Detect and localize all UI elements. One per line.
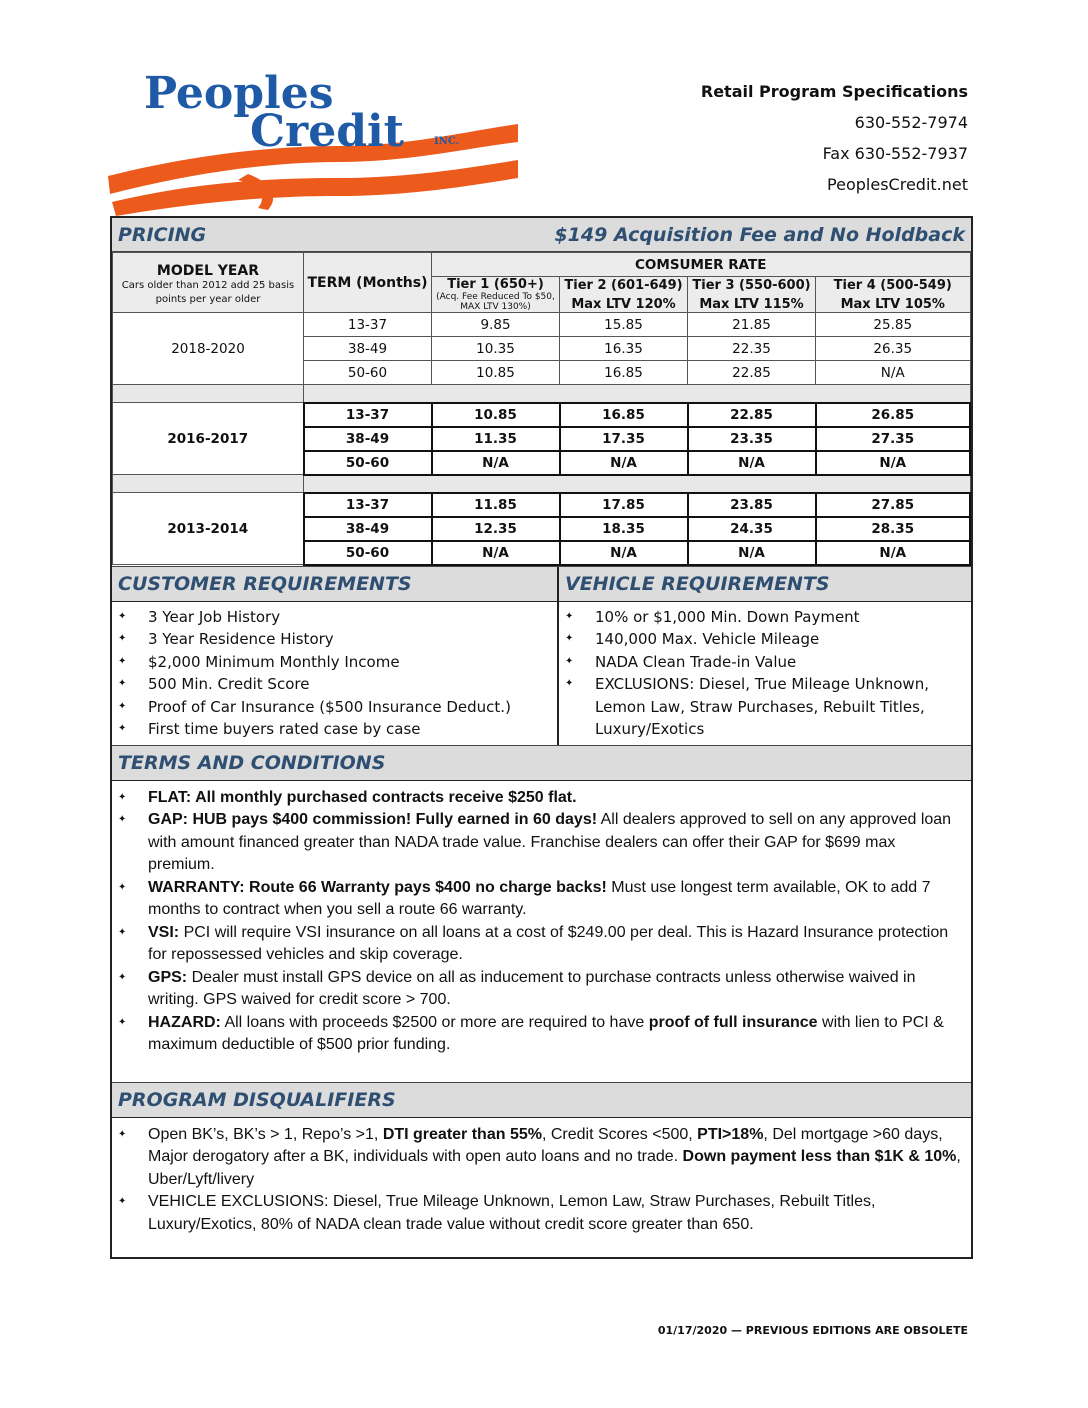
- rate-cell: 17.85: [560, 493, 688, 517]
- bullet-icon: ✦: [118, 1196, 127, 1207]
- bullet-icon: ✦: [565, 678, 574, 689]
- spacer-row: [113, 385, 971, 403]
- contact-block: [701, 76, 968, 200]
- rate-cell: N/A: [816, 361, 971, 385]
- customer-requirements-list: [112, 601, 557, 745]
- list-item: ✦ 500 Min. Credit Score: [118, 673, 551, 696]
- term-cell: 38-49: [304, 427, 432, 451]
- rate-cell: 25.85: [816, 313, 971, 337]
- logo-line1: Peoples: [144, 68, 334, 119]
- list-item: ✦ VSI: PCI will require VSI insurance on all loans at a cost of $249.00 per deal. This is Hazard Insurance protection for repossessed vehicles and skip coverage.: [118, 923, 949, 963]
- rate-cell: 21.85: [688, 313, 816, 337]
- term-cell: 50-60: [304, 541, 432, 565]
- list-item: ✦ FLAT: All monthly purchased contracts receive $250 flat.: [118, 787, 965, 810]
- term-cell: 38-49: [304, 337, 432, 361]
- phone-number: 630-552-7974: [854, 113, 968, 132]
- rate-cell: 28.35: [816, 517, 971, 541]
- rate-cell: 17.35: [560, 427, 688, 451]
- bullet-icon: ✦: [118, 926, 127, 938]
- term-cell: 50-60: [304, 451, 432, 475]
- term-cell: 13-37: [304, 313, 432, 337]
- fax-number: Fax 630-552-7937: [822, 144, 968, 163]
- list-item: ✦ 3 Year Job History: [118, 606, 551, 629]
- list-item: ✦ VEHICLE EXCLUSIONS: Diesel, True Mileage Unknown, Lemon Law, Straw Purchases, Rebuilt Titles, Luxury/Exotics, 80% of NADA clean trade value without credit score greater than 650.: [118, 1193, 876, 1233]
- rate-cell: N/A: [688, 541, 816, 565]
- term-cell: 38-49: [304, 517, 432, 541]
- requirements-section: [112, 566, 971, 745]
- pricing-subtitle: $149 Acquisition Fee and No Holdback: [554, 223, 965, 246]
- term-cell: 13-37: [304, 493, 432, 517]
- rate-cell: 27.85: [816, 493, 971, 517]
- logo-line2: Credit: [250, 106, 404, 157]
- list-item: ✦ GAP: HUB pays $400 commission! Fully earned in 60 days! All dealers approved to sell on any approved loan with amount financed greater than NADA trade value. Franchise dealers can offer their GAP for $699 max premium.: [118, 811, 952, 873]
- list-item: ✦ GPS: Dealer must install GPS device on all as inducement to purchase contracts unless otherwise waived in writing. GPS waived for credit score > 700.: [118, 968, 916, 1008]
- table-row: [113, 403, 971, 427]
- bullet-icon: ✦: [118, 655, 127, 667]
- rate-cell: N/A: [688, 451, 816, 475]
- consumer-rate-header: COMSUMER RATE: [432, 253, 971, 277]
- rate-cell: N/A: [816, 451, 971, 475]
- rate-cell: N/A: [816, 541, 971, 565]
- edition-footer: 01/17/2020 — PREVIOUS EDITIONS ARE OBSOLETE: [657, 1324, 968, 1337]
- bullet-icon: ✦: [118, 814, 127, 825]
- list-item: ✦ Proof of Car Insurance ($500 Insurance Deduct.): [118, 696, 551, 719]
- rate-cell: N/A: [432, 451, 560, 475]
- list-item: ✦ Open BK’s, BK’s > 1, Repo’s >1, DTI greater than 55%, Credit Scores <500, PTI>18%, Del mortgage >60 days, Major derogatory after a BK, individuals with open auto loans and no trade. Down payment less than $1K & 10%, Uber/Lyft/livery: [118, 1125, 961, 1188]
- rate-cell: 16.35: [560, 337, 688, 361]
- rate-cell: 16.85: [560, 361, 688, 385]
- model-year-cell: 2018-2020: [113, 313, 304, 385]
- vehicle-requirements-list: [559, 601, 971, 745]
- rate-cell: 26.85: [816, 403, 971, 427]
- bullet-icon: ✦: [118, 1128, 127, 1140]
- list-item: ✦ NADA Clean Trade-in Value: [565, 651, 965, 674]
- rate-cell: 15.85: [560, 313, 688, 337]
- list-item: ✦ 3 Year Residence History: [118, 628, 551, 651]
- disqualifiers-list: [112, 1117, 971, 1257]
- bullet-icon: ✦: [118, 610, 127, 622]
- website-link[interactable]: PeoplesCredit.net: [827, 175, 968, 194]
- customer-requirements: [112, 567, 559, 745]
- rate-cell: 11.35: [432, 427, 560, 451]
- terms-title: TERMS AND CONDITIONS: [118, 751, 386, 774]
- tier-4-header: Tier 4 (500-549) Max LTV 105%: [816, 277, 971, 313]
- rate-cell: 26.35: [816, 337, 971, 361]
- table-row: [113, 313, 971, 337]
- pricing-header: [112, 218, 971, 252]
- disqualifiers-title: PROGRAM DISQUALIFIERS: [118, 1088, 396, 1111]
- bullet-icon: ✦: [118, 1016, 127, 1028]
- list-item: ✦ EXCLUSIONS: Diesel, True Mileage Unknown, Lemon Law, Straw Purchases, Rebuilt Titles, Luxury/Exotics: [565, 675, 929, 738]
- list-item: ✦ $2,000 Minimum Monthly Income: [118, 651, 551, 674]
- pricing-table: [112, 252, 971, 566]
- rate-cell: 24.35: [688, 517, 816, 541]
- terms-section: [112, 745, 971, 1082]
- rate-cell: 23.35: [688, 427, 816, 451]
- list-item: ✦ First time buyers rated case by case: [118, 718, 551, 741]
- spacer-row: [113, 475, 971, 493]
- model-year-header: MODEL YEAR Cars older than 2012 add 25 basis points per year older: [113, 253, 304, 313]
- customer-requirements-title: CUSTOMER REQUIREMENTS: [118, 572, 412, 595]
- rate-cell: 9.85: [432, 313, 560, 337]
- rate-cell: 12.35: [432, 517, 560, 541]
- bullet-icon: ✦: [118, 633, 127, 644]
- bullet-icon: ✦: [118, 678, 127, 689]
- term-cell: 13-37: [304, 403, 432, 427]
- bullet-icon: ✦: [565, 610, 574, 622]
- logo-suffix: INC.: [434, 136, 460, 147]
- tier-1-header: Tier 1 (650+) (Acq. Fee Reduced To $50, MAX LTV 130%): [432, 277, 560, 313]
- model-year-cell: 2016-2017: [113, 403, 304, 475]
- rate-cell: N/A: [560, 541, 688, 565]
- rate-cell: 11.85: [432, 493, 560, 517]
- bullet-icon: ✦: [118, 791, 127, 803]
- document-title: Retail Program Specifications: [700, 82, 968, 101]
- rate-cell: 16.85: [560, 403, 688, 427]
- terms-list: [112, 780, 971, 1082]
- bullet-icon: ✦: [118, 723, 127, 734]
- rate-cell: N/A: [560, 451, 688, 475]
- rate-cell: 10.85: [432, 403, 560, 427]
- disqualifiers-section: [112, 1082, 971, 1257]
- list-item: ✦ WARRANTY: Route 66 Warranty pays $400 no charge backs! Must use longest term available, OK to add 7 months to contract when you sell a route 66 warranty.: [118, 878, 931, 918]
- list-item: ✦ HAZARD: All loans with proceeds $2500 or more are required to have proof of full insurance with lien to PCI & maximum deductible of $500 prior funding.: [118, 1013, 944, 1053]
- table-row: [113, 493, 971, 517]
- rate-cell: 10.35: [432, 337, 560, 361]
- list-item: ✦ 10% or $1,000 Min. Down Payment: [565, 606, 965, 629]
- vehicle-requirements: [559, 567, 971, 745]
- rate-cell: 23.85: [688, 493, 816, 517]
- bullet-icon: ✦: [565, 633, 574, 644]
- bullet-icon: ✦: [118, 700, 127, 712]
- rate-cell: 22.35: [688, 337, 816, 361]
- rate-cell: 18.35: [560, 517, 688, 541]
- bullet-icon: ✦: [118, 881, 127, 893]
- tier-2-header: Tier 2 (601-649) Max LTV 120%: [560, 277, 688, 313]
- rate-cell: 10.85: [432, 361, 560, 385]
- pricing-title: PRICING: [118, 223, 207, 246]
- term-cell: 50-60: [304, 361, 432, 385]
- bullet-icon: ✦: [118, 971, 127, 983]
- rate-cell: 27.35: [816, 427, 971, 451]
- term-header: TERM (Months): [304, 253, 432, 313]
- rate-cell: N/A: [432, 541, 560, 565]
- program-sheet: [110, 216, 973, 1259]
- rate-cell: 22.85: [688, 403, 816, 427]
- tier-3-header: Tier 3 (550-600) Max LTV 115%: [688, 277, 816, 313]
- rate-cell: 22.85: [688, 361, 816, 385]
- bullet-icon: ✦: [565, 655, 574, 667]
- company-logo: [108, 66, 528, 216]
- list-item: ✦ 140,000 Max. Vehicle Mileage: [565, 628, 965, 651]
- model-year-cell: 2013-2014: [113, 493, 304, 565]
- vehicle-requirements-title: VEHICLE REQUIREMENTS: [565, 572, 830, 595]
